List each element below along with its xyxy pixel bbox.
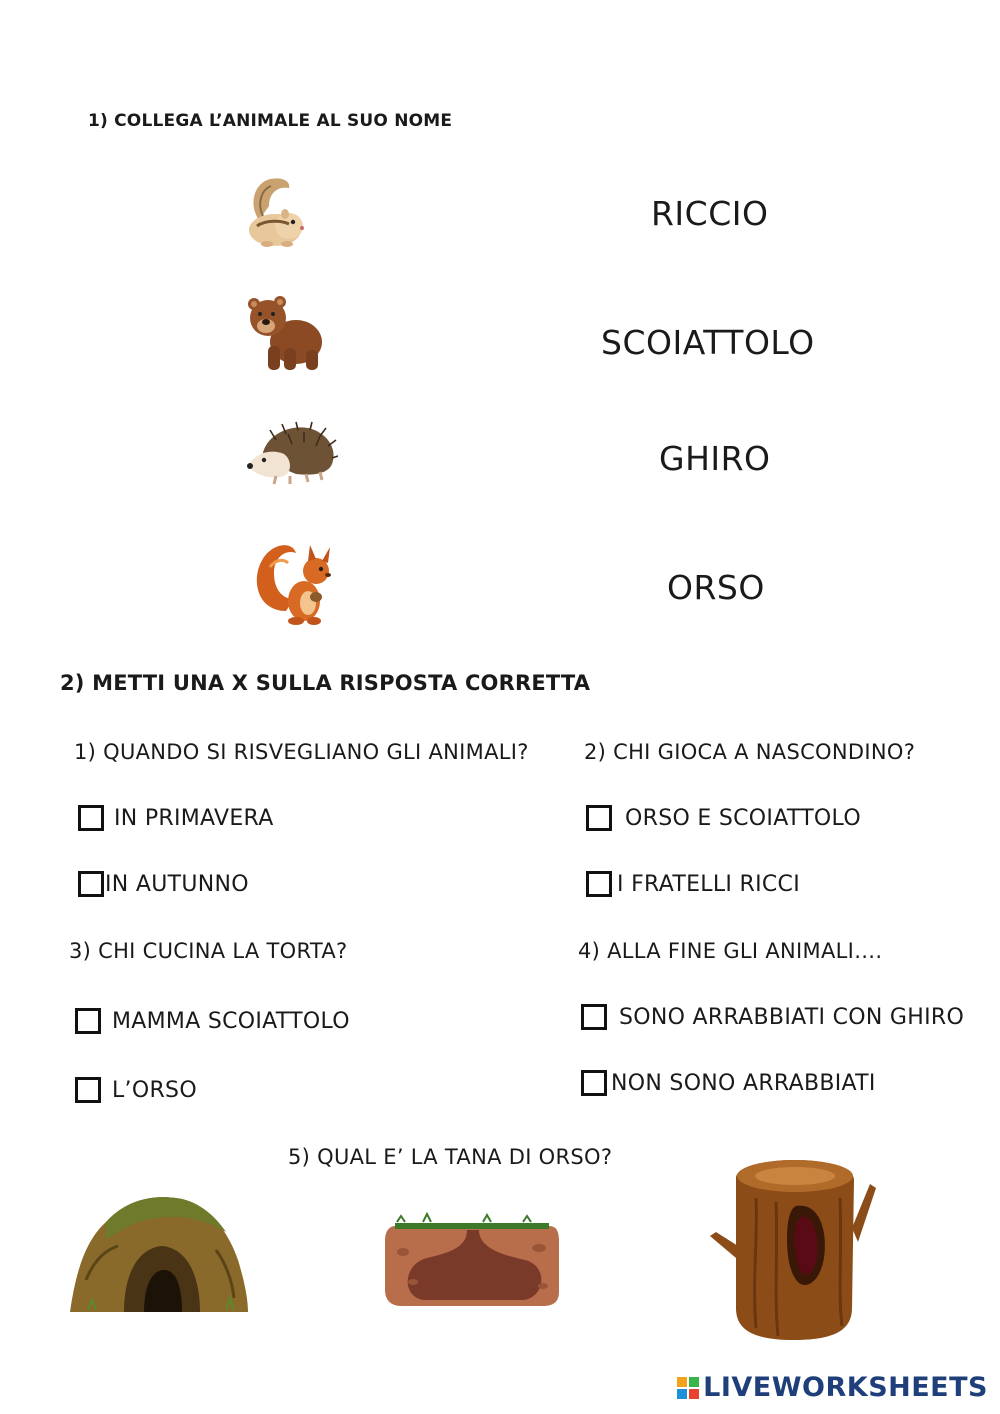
logo-mark-icon [677, 1377, 699, 1399]
checkbox[interactable] [586, 871, 612, 897]
hedgehog-icon [246, 420, 338, 486]
section2-title: 2) METTI UNA X SULLA RISPOSTA CORRETTA [60, 671, 591, 695]
option-label: NON SONO ARRABBIATI [611, 1070, 876, 1096]
bear-icon [246, 296, 326, 374]
question-2: 2) CHI GIOCA A NASCONDINO? [584, 740, 916, 764]
option-orso-e-scoiattolo[interactable] [586, 805, 861, 831]
hollow-tree-icon[interactable] [706, 1158, 876, 1344]
logo-text: LIVEWORKSHEETS [703, 1372, 988, 1403]
checkbox[interactable] [581, 1004, 607, 1030]
burrow-icon[interactable] [383, 1212, 561, 1310]
liveworksheets-logo [677, 1372, 988, 1403]
animal-name-ghiro[interactable]: GHIRO [659, 439, 771, 478]
option-label: ORSO E SCOIATTOLO [625, 805, 861, 831]
option-i-fratelli-ricci[interactable] [586, 871, 800, 897]
squirrel-icon [252, 537, 338, 627]
question-3: 3) CHI CUCINA LA TORTA? [69, 939, 348, 963]
option-non-sono-arrabbiati[interactable] [581, 1070, 876, 1096]
option-in-autunno[interactable] [78, 871, 249, 897]
checkbox[interactable] [78, 805, 104, 831]
option-mamma-scoiattolo[interactable] [75, 1008, 350, 1034]
checkbox[interactable] [586, 805, 612, 831]
question-5: 5) QUAL E’ LA TANA DI ORSO? [288, 1145, 613, 1169]
checkbox[interactable] [75, 1008, 101, 1034]
question-1: 1) QUANDO SI RISVEGLIANO GLI ANIMALI? [74, 740, 529, 764]
option-in-primavera[interactable] [78, 805, 274, 831]
question-4: 4) ALLA FINE GLI ANIMALI…. [578, 939, 883, 963]
checkbox[interactable] [78, 871, 104, 897]
option-sono-arrabbiati[interactable] [581, 1004, 964, 1030]
chipmunk-icon [245, 176, 311, 250]
animal-name-scoiattolo[interactable]: SCOIATTOLO [601, 323, 815, 362]
option-label: IN PRIMAVERA [114, 805, 274, 831]
option-label: L’ORSO [112, 1077, 197, 1103]
animal-name-riccio[interactable]: RICCIO [651, 194, 769, 233]
section1-title: 1) COLLEGA L’ANIMALE AL SUO NOME [88, 111, 453, 131]
option-label: MAMMA SCOIATTOLO [112, 1008, 350, 1034]
checkbox[interactable] [581, 1070, 607, 1096]
checkbox[interactable] [75, 1077, 101, 1103]
cave-icon[interactable] [66, 1190, 250, 1316]
option-label: I FRATELLI RICCI [617, 871, 800, 897]
option-label: IN AUTUNNO [105, 871, 249, 897]
option-l-orso[interactable] [75, 1077, 197, 1103]
animal-name-orso[interactable]: ORSO [667, 568, 765, 607]
option-label: SONO ARRABBIATI CON GHIRO [619, 1004, 965, 1030]
